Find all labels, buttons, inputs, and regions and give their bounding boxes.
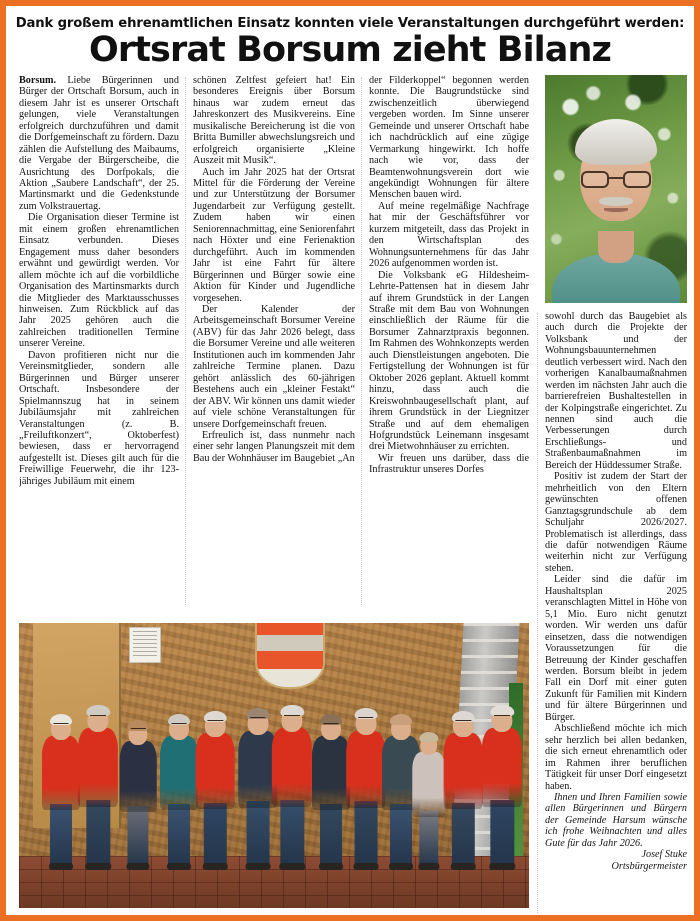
group-photo-notice — [129, 627, 161, 663]
person-glasses-icon — [208, 720, 223, 725]
person-legs — [419, 811, 438, 866]
person-coat — [412, 752, 445, 817]
person-shoes — [85, 863, 110, 870]
person-legs — [281, 800, 304, 866]
paragraph: Erfreulich ist, dass nunmehr nach einer sehr langen Planungszeit mit dem Bau der Wohnhäuser im Baugebiet „An — [193, 429, 355, 464]
group-photo-person — [443, 677, 484, 866]
group-photo-person — [481, 687, 523, 866]
article-column-4 — [545, 311, 687, 911]
person-shoes — [127, 863, 150, 870]
person-coat — [78, 728, 118, 806]
person-legs — [204, 803, 226, 866]
crest-band — [257, 635, 323, 651]
paragraph: schönen Zeltfest gefeiert hat! Ein besonderes Ereignis über Borsum hinaus war zudem erneut das Jahreskonzert des Musikvereins. Eine musikalische Bereicherung ist die von Britta Bumiller abwechslungsreich und erfolgreich organisierte „Kleine Auszeit mit Musik“. — [193, 74, 355, 167]
article-column-3 — [369, 75, 529, 605]
paragraph: Wir freuen uns darüber, dass die Infrastruktur unseres Dorfes — [369, 452, 529, 476]
group-photo-person — [271, 693, 313, 866]
person-shoes — [245, 863, 270, 870]
closing-paragraph: Ihnen und Ihren Familien sowie allen Bürgerinnen und Bürgern der Gemeinde Harsum wünsche ich frohe Weihnachten und alles Gute für das Jahr 2026. — [545, 791, 687, 849]
person-glasses-icon — [90, 715, 106, 720]
paragraph: Abschließend möchte ich mich sehr herzlich bei allen bedanken, die sich erneut ehrenamtlich oder im Rahmen ihrer beruflichen Tätigkeit für unser Dorf eingesetzt haben. — [545, 723, 687, 792]
person-glasses-icon — [324, 723, 339, 728]
portrait-photo — [545, 75, 687, 303]
person-shoes — [353, 863, 378, 870]
person-shoes — [418, 863, 439, 870]
person-glasses-icon — [172, 723, 187, 728]
glasses-lens-left — [581, 171, 609, 188]
group-photo-person — [77, 685, 119, 866]
person-legs — [354, 801, 377, 865]
person-shoes — [319, 863, 343, 870]
group-photo-person — [195, 695, 236, 866]
article-column-1 — [19, 75, 179, 605]
person-glasses-icon — [358, 717, 374, 722]
paragraph — [19, 75, 179, 212]
person-glasses-icon — [456, 720, 471, 725]
paragraph: sowohl durch das Baugebiet als auch durch die Projekte der Volksbank und der Wohnungsbauunternehmen deutlich verbessert wird. Nach den vorherigen Kanalbaumaßnahmen werden im nächsten Jahr auch die barrierefreien Bushaltestellen in der Kolpingstraße eingerichtet. Zu nennen sind auch die Verbesserungen durch Erschließungs- und Straßenbaumaßnahmen im Bereich der Hüddessumer Straße. — [545, 310, 687, 471]
person-legs — [168, 804, 190, 866]
person-legs — [87, 800, 110, 866]
person-coat — [482, 728, 522, 806]
person-glasses-icon — [54, 723, 69, 728]
person-coat — [160, 736, 198, 810]
page-title: Ortsrat Borsum zieht Bilanz — [89, 30, 611, 71]
article-inner — [6, 6, 694, 915]
portrait-mustache — [599, 197, 633, 206]
person-legs — [320, 804, 342, 866]
kicker-line: Dank großem ehrenamtlichen Einsatz konnten viele Veranstaltungen durchgeführt werden: — [15, 16, 685, 31]
person-shoes — [203, 863, 227, 870]
person-shoes — [389, 863, 413, 870]
glasses-bridge — [609, 177, 623, 179]
person-shoes — [279, 863, 304, 870]
crest-wave-bottom — [255, 651, 325, 669]
person-coat — [120, 741, 156, 812]
person-coat — [444, 733, 483, 808]
paragraph: Auch im Jahr 2025 hat der Ortsrat Mittel für die Förderung der Vereine und zur Unterstützung der Borsumer Jugendarbeit zur Verfügung gestellt. Zudem haben wir einen Seniorennachmittag, eine Seniorenfahrt nach Höxter und eine Ferienaktion durchgeführt. Auch im kommenden Jahr ist eine Fahrt für ältere Bürgerinnen und Bürger sowie eine Aktion für Kinder und Jugendliche vorgesehen. — [193, 166, 355, 304]
glasses-lens-right — [623, 171, 651, 188]
person-legs — [452, 803, 474, 866]
person-shoes — [489, 863, 514, 870]
person-legs — [50, 804, 72, 866]
group-photo — [19, 623, 529, 908]
person-legs — [491, 800, 514, 866]
paragraph-text: Liebe Bürgerinnen und Bürger der Ortschaft Borsum, auch in diesem Jahr ist es unserer Ortschaft gelungen, viele Veranstaltungen erfolgreich durchzuführen und damit die Dorfgemeinschaft zu fördern. Dazu zählen die Aufstellung des Maibaums, die Vergabe der Bürgerscheibe, die Ausrichtung des Dorfpokals, die Aktion „Saubere Landschaft“, der 25. Martinsmarkt und die Gedenkstunde zum Volkstrauertag. — [19, 74, 179, 212]
column-grid — [13, 75, 687, 911]
person-coat — [346, 731, 386, 808]
person-coat — [42, 736, 80, 810]
person-glasses-icon — [284, 715, 300, 720]
paragraph: Davon profitieren nicht nur die Vereinsmitglieder, sondern alle Bürgerinnen und Bürger unserer Ortschaft. Insbesondere der Spielmannszug hat in seinem Jubiläumsjahr mit zahlreichen Veranstaltungen (z. B. „Freiluftkonzert“, Oktoberfest) bewiesen, dass er hervorragend aufgestellt ist. Dieses gilt auch für die Freiwillige Feuerwehr, die ihr 123-jähriges Jubiläum mit einem — [19, 349, 179, 487]
column-rule-3 — [537, 313, 539, 913]
paragraph: Die Organisation dieser Termine ist mit einem großen ehrenamtlichen Einsatz verbunden. Dieses Engagement muss daher besonders erwähnt und gewürdigt werden. Vor allem möchte ich auf die vorbildliche Organisation des Martinsmarkts durch die Mitglieder des Marktausschusses hinweisen. Zum Rückblick auf das Jahr 2025 gehören auch die zahlreichen traditionellen Termine unserer Vereine. — [19, 212, 179, 350]
person-glasses-icon — [250, 717, 266, 722]
person-legs — [128, 806, 149, 866]
person-shoes — [451, 863, 475, 870]
glasses-icon — [581, 171, 651, 189]
person-legs — [390, 804, 412, 866]
paragraph: Leider sind die dafür im Haushaltsplan 2025 veranschlagten Mittel in Höhe von 5,1 Mio. Euro nicht genutzt worden. Wir werden uns dafür einsetzen, dass die notwendigen Voraussetzungen für die Betreuung der Kinder geschaffen werden. Borsum bleibt in jedem Fall ein Dorf mit einer guten Zukunft für Familien mit Kindern und für ältere Bürgerinnen und Bürger. — [545, 574, 687, 723]
paragraph: Der Kalender der Arbeitsgemeinschaft Borsumer Vereine (ABV) für das Jahr 2026 belegt, dass die Borsumer Vereine und alle weiteren Institutionen auch im kommenden Jahr zahlreiche Termine planen. Dazu gehört anlässlich des 60-jährigen Bestehens auch ein „kleiner Festakt“ der ABV. Wir können uns damit wieder auf viele schöne Veranstaltungen für unsere Dorfgemeinschaft freuen. — [193, 303, 355, 430]
person-hair — [390, 714, 412, 725]
column-rule-2 — [361, 77, 363, 605]
group-photo-person — [411, 707, 446, 866]
group-photo-person — [159, 681, 199, 866]
person-glasses-icon — [131, 728, 145, 733]
person-hair — [419, 732, 438, 742]
group-photo-person — [41, 675, 81, 866]
person-legs — [246, 801, 269, 865]
signature-name: Josef Stuke — [641, 849, 687, 861]
person-coat — [196, 733, 235, 808]
paragraph: Auf meine regelmäßige Nachfrage hat mir der Geschäftsführer vor kurzem mitgeteilt, dass das Projekt in den Wirtschaftsplan des Wohnungsunternehmens für das Jahr 2026 aufgenommen worden ist. — [369, 200, 529, 270]
article-column-2 — [193, 75, 355, 605]
paragraph: der Filderkoppel“ begonnen werden konnte. Die Baugrundstücke sind zwischenzeitlich überwiegend vergeben worden. Im Sinne unserer Gemeinde und unserer Ortschaft habe ich nachdrücklich auf eine zügige Vermarkung hingewirkt. Ich hoffe nach wie vor, dass der Beamtenwohnungsverein dort wie angekündigt Wohnungen für ältere Menschen bauen wird. — [369, 74, 529, 201]
paragraph: Die Volksbank eG Hildesheim-Lehrte-Pattensen hat in diesem Jahr auf ihrem Grundstück in der Langen Straße mit dem Bau von Wohnungen einschließlich der Räume für die Borsumer Zahnarztpraxis begonnen. Im Rahmen des Wohnkonzepts werden auch Dienstleistungen angeboten. Die Fertigstellung der Wohnungen ist für Oktober 2026 geplant. Aktuell kommt hinzu, dass auch die Kreiswohnbaugesellschaft plant, auf ihrem Grundstück in der Liegnitzer Straße und auf dem ehemaligen Hofgrundstück Leinemann insgesamt drei Mietwohnhäuser zu errichten. — [369, 269, 529, 453]
person-glasses-icon — [494, 715, 510, 720]
person-shoes — [49, 863, 73, 870]
paragraph: Positiv ist zudem der Start der mehrheitlich von den Eltern gewünschten offenen Ganztagsgrundschule ab dem Schuljahr 2026/2027. Problematisch ist allerdings, dass die dafür notwendigen Räume weiterhin nicht zur Verfügung stehen. — [545, 471, 687, 574]
portrait-neck — [598, 231, 634, 263]
dateline: Borsum. — [19, 74, 57, 86]
person-shoes — [167, 863, 191, 870]
group-photo-person — [119, 695, 157, 866]
column-rule-1 — [185, 77, 187, 605]
signature-role: Ortsbürgermeister — [611, 860, 687, 872]
portrait-mouth — [604, 208, 628, 212]
person-coat — [272, 728, 312, 806]
